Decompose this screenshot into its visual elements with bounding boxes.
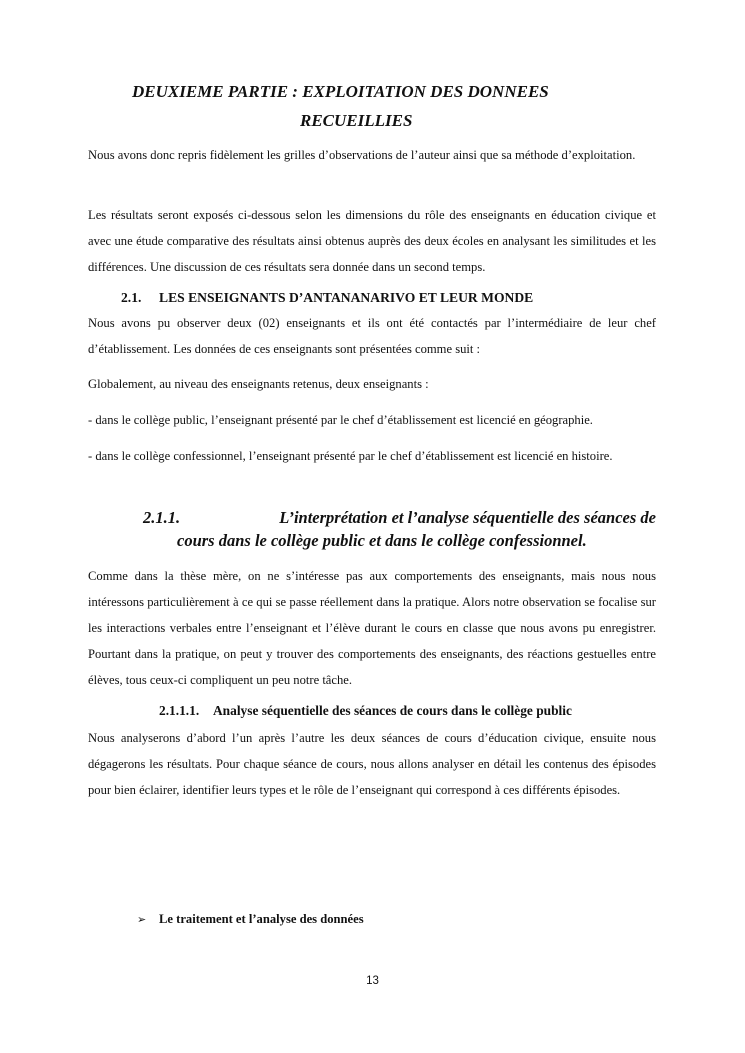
part-title-line2: RECUEILLIES	[300, 111, 413, 130]
section-2-1-1-paragraph-1: Comme dans la thèse mère, on ne s’intéresse pas aux comportements des enseignants, mais nous nous intéressons particulièrement à ce qui se passe réellement dans la pratique. Alors notre observation se focalise sur les interactions verbales entre l’enseignant et l’élève durant le cours en classe que nous avons pu enregistrer. Pourtant dans la pratique, on peut y trouver des comportements des enseignants, des réactions gestuelles entre élèves, tous ceux-ci compliquent un peu notre tâche.	[88, 569, 656, 687]
subsection-number: 2.1.1.	[143, 508, 181, 527]
bullet-text: Le traitement et l’analyse des données	[159, 912, 364, 926]
section-number: 2.1.	[121, 290, 142, 305]
arrow-bullet-icon: ➢	[137, 913, 147, 926]
bullet-item	[137, 912, 364, 927]
subsection-title-line2: cours dans le collège public et dans le collège confessionnel.	[177, 531, 587, 550]
subsubsection-title: Analyse séquentielle des séances de cours dans le collège public	[213, 703, 572, 718]
subsection-heading-2-1-1	[143, 508, 656, 551]
section-2-1-paragraph-4: - dans le collège confessionnel, l’enseignant présenté par le chef d’établissement est licencié en histoire.	[88, 449, 613, 463]
subsubsection-heading-2-1-1-1	[159, 703, 572, 719]
section-2-1-1-1-paragraph-1: Nous analyserons d’abord l’un après l’autre les deux séances de cours d’éducation civique, ensuite nous dégagerons les résultats. Pour chaque séance de cours, nous allons analyser en détail les contenus des épisodes pour bien éclairer, identifier leurs types et le rôle de l’enseignant qui correspond à ces différents épisodes.	[88, 731, 656, 797]
subsubsection-number: 2.1.1.1.	[159, 703, 200, 718]
section-2-1-paragraph-2: Globalement, au niveau des enseignants retenus, deux enseignants :	[88, 377, 429, 391]
section-2-1-paragraph-1: Nous avons pu observer deux (02) enseignants et ils ont été contactés par l’intermédiaire de leur chef d’établissement. Les données de ces enseignants sont présentées comme suit :	[88, 316, 656, 356]
intro-paragraph-1: Nous avons donc repris fidèlement les grilles d’observations de l’auteur ainsi que sa méthode d’exploitation.	[88, 148, 636, 162]
section-title: LES ENSEIGNANTS D’ANTANANARIVO ET LEUR MONDE	[159, 290, 534, 305]
page-number: 13	[366, 975, 379, 987]
section-2-1-paragraph-3: - dans le collège public, l’enseignant présenté par le chef d’établissement est licencié en géographie.	[88, 413, 593, 427]
section-heading-2-1	[121, 290, 533, 306]
intro-paragraph-2: Les résultats seront exposés ci-dessous selon les dimensions du rôle des enseignants en éducation civique et avec une étude comparative des résultats ainsi obtenus auprès des deux écoles en analysant les similitudes et les différences. Une discussion de ces résultats sera donnée dans un second temps.	[88, 208, 656, 274]
part-title-line1: DEUXIEME PARTIE : EXPLOITATION DES DONNEES	[132, 82, 549, 101]
subsection-title-line1: L’interprétation et l’analyse séquentielle des séances de	[279, 508, 656, 527]
